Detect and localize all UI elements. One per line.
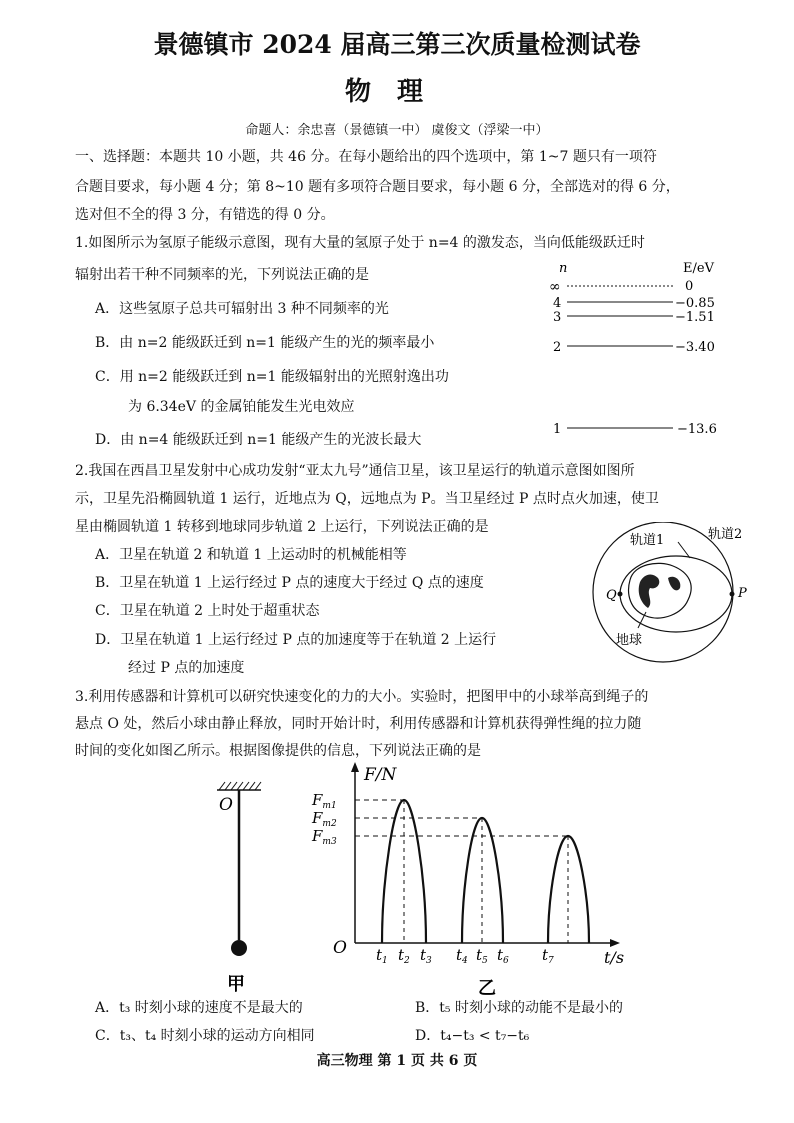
x-axis-arrow xyxy=(610,939,620,947)
pivot-o-label: O xyxy=(219,795,233,815)
section-instructions-line2: 合题目要求，每小题 4 分；第 8~10 题有多项符合题目要求，每小题 6 分，全部选对的得 6 分， xyxy=(75,179,680,195)
level-e-1: −13.6 xyxy=(677,422,717,437)
x-tick-label-2: $t_2$ xyxy=(398,946,410,966)
exam-authors: 命题人：余忠喜（景德镇一中） 虞俊文（浮梁一中） xyxy=(245,123,549,138)
page-footer: 高三物理 第 1 页 共 6 页 xyxy=(316,1053,478,1069)
level-n-2: 2 xyxy=(553,340,562,355)
section-instructions-line1: 一、选择题：本题共 10 小题，共 46 分。在每小题给出的四个选项中，第 1~7 题只有一项符 xyxy=(75,149,657,165)
level-n-4: 4 xyxy=(553,296,562,311)
q2-stem-line3: 星由椭圆轨道 1 转移到地球同步轨道 2 上运行，下列说法正确的是 xyxy=(75,519,489,535)
level-n-1: 1 xyxy=(553,422,562,437)
q1-option-d: D．由 n=4 能级跃迁到 n=1 能级产生的光波长最大 xyxy=(95,432,422,448)
level-n-inf: ∞ xyxy=(549,279,561,295)
level-e-3: −1.51 xyxy=(675,310,715,325)
q1-stem-line1: 1.如图所示为氢原子能级示意图，现有大量的氢原子处于 n=4 的激发态，当向低能级跃迁时 xyxy=(75,235,645,251)
subject-title: 物理 xyxy=(344,77,449,107)
x-tick-label-1: $t_1$ xyxy=(376,946,388,966)
figure-yi-force-time-chart xyxy=(300,758,645,998)
level-n-label: n xyxy=(559,261,568,276)
q2-stem-line1: 2.我国在西昌卫星发射中心成功发射“亚太九号”通信卫星，该卫星运行的轨道示意图如图所 xyxy=(75,463,635,479)
earth-label: 地球 xyxy=(616,633,643,648)
q2-stem-line2: 示，卫星先沿椭圆轨道 1 运行，近地点为 Q，远地点为 P。当卫星经过 P 点时点火加速，使卫 xyxy=(75,491,659,507)
q2-option-d-line2: 经过 P 点的加速度 xyxy=(128,660,245,676)
earth-outline xyxy=(629,563,692,618)
figure-jia-pendulum xyxy=(205,778,285,998)
q2-option-a: A．卫星在轨道 2 和轨道 1 上运动时的机械能相等 xyxy=(95,547,407,563)
ball xyxy=(231,940,247,956)
level-e-label: E/eV xyxy=(683,261,714,276)
chart-marks xyxy=(311,791,589,966)
q3-option-a: A．t₃ 时刻小球的速度不是最大的 xyxy=(95,1000,303,1016)
ceiling-hatch xyxy=(219,782,261,790)
level-e-2: −3.40 xyxy=(675,340,715,355)
point-p-label: P xyxy=(738,586,747,601)
level-e-4: −0.85 xyxy=(675,296,715,311)
point-p-dot xyxy=(730,592,735,597)
x-tick-label-5: $t_5$ xyxy=(476,946,488,966)
y-tick-label-2: $F_{m2}$ xyxy=(312,809,337,829)
origin-label: O xyxy=(333,938,347,958)
figure-jia-label: 甲 xyxy=(227,974,245,995)
orbit-2-label: 轨道2 xyxy=(708,527,743,542)
y-axis-arrow xyxy=(351,762,359,772)
x-tick-label-7: $t_7$ xyxy=(542,946,554,966)
q2-option-b: B．卫星在轨道 1 上运行经过 P 点的速度大于经过 Q 点的速度 xyxy=(95,575,484,591)
exam-title: 景德镇市 2024 届高三第三次质量检测试卷 xyxy=(153,30,641,59)
q1-stem-line2: 辐射出若干种不同频率的光，下列说法正确的是 xyxy=(75,267,369,283)
q3-option-b: B．t₅ 时刻小球的动能不是最小的 xyxy=(415,1000,623,1016)
x-axis-label: t/s xyxy=(604,948,625,967)
x-tick-label-4: $t_4$ xyxy=(456,946,468,966)
q1-option-c-line2: 为 6.34eV 的金属铂能发生光电效应 xyxy=(128,399,355,415)
y-axis-label: F/N xyxy=(364,765,397,785)
figure-yi-label: 乙 xyxy=(478,978,496,998)
energy-level-diagram xyxy=(545,258,745,443)
orbit-diagram xyxy=(578,522,778,672)
point-q-label: Q xyxy=(606,588,617,603)
section-instructions-line3: 选对但不全的得 3 分，有错选的得 0 分。 xyxy=(75,207,335,223)
x-tick-label-3: $t_3$ xyxy=(420,946,432,966)
orbit-1-label: 轨道1 xyxy=(630,533,665,548)
q1-option-c-line1: C．用 n=2 能级跃迁到 n=1 能级辐射出的光照射逸出功 xyxy=(95,369,449,385)
q3-stem-line1: 3.利用传感器和计算机可以研究快速变化的力的大小。实验时，把图甲中的小球举高到绳子的 xyxy=(75,689,649,705)
q3-option-c: C．t₃、t₄ 时刻小球的运动方向相同 xyxy=(95,1028,315,1044)
q2-option-d-line1: D．卫星在轨道 1 上运行经过 P 点的加速度等于在轨道 2 上运行 xyxy=(95,632,497,648)
level-e-inf: 0 xyxy=(685,279,694,294)
q1-option-a: A．这些氢原子总共可辐射出 3 种不同频率的光 xyxy=(95,301,389,317)
q2-option-c: C．卫星在轨道 2 上时处于超重状态 xyxy=(95,603,320,619)
y-tick-label-1: $F_{m1}$ xyxy=(312,791,337,811)
level-n-3: 3 xyxy=(553,310,562,325)
point-q-dot xyxy=(618,592,623,597)
q1-option-b: B．由 n=2 能级跃迁到 n=1 能级产生的光的频率最小 xyxy=(95,335,435,351)
x-tick-label-6: $t_6$ xyxy=(497,946,509,966)
q3-option-d: D．t₄−t₃ < t₇−t₆ xyxy=(415,1028,530,1044)
q3-stem-line3: 时间的变化如图乙所示。根据图像提供的信息，下列说法正确的是 xyxy=(75,743,481,759)
y-tick-label-3: $F_{m3}$ xyxy=(312,827,337,847)
q3-stem-line2: 悬点 O 处，然后小球由静止释放，同时开始计时，利用传感器和计算机获得弹性绳的拉力随 xyxy=(75,716,642,732)
